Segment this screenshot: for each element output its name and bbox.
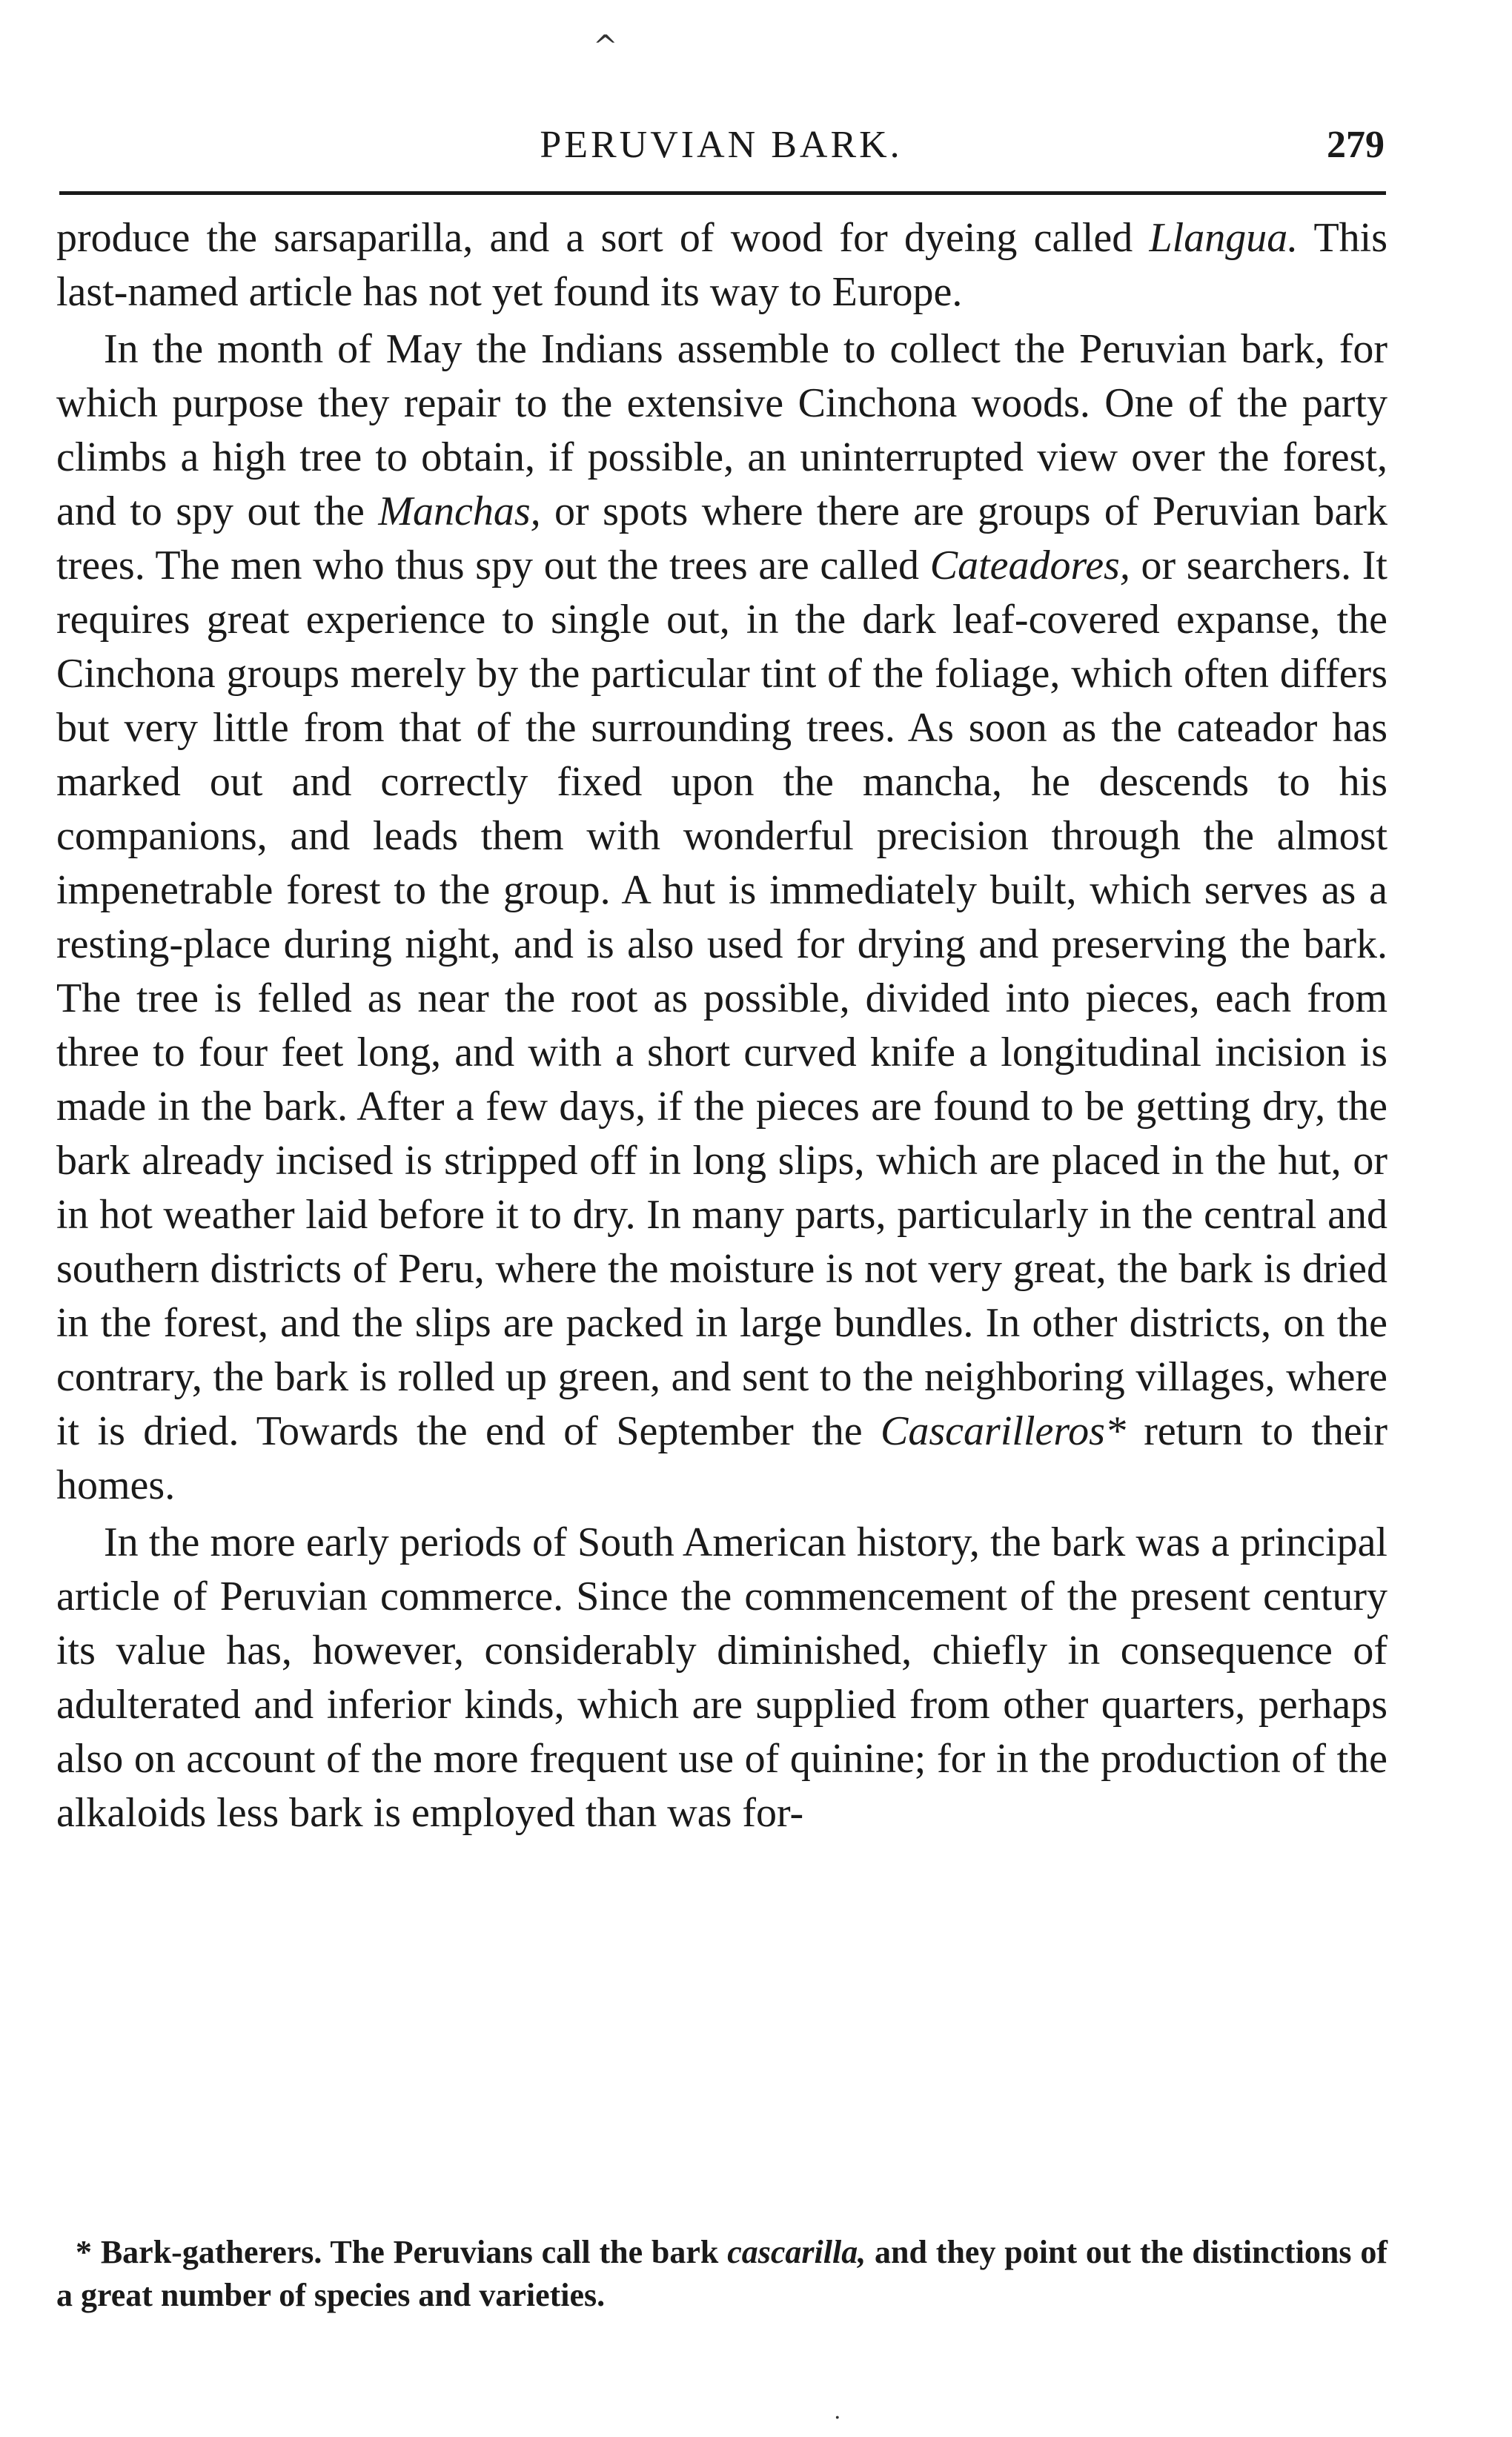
header-rule <box>59 191 1386 195</box>
text-run: or spots where there are groups of Peruvian bark trees. The men who thus spy out the trees are called <box>56 488 1387 588</box>
paragraph-1 <box>56 211 1387 319</box>
italic-term: Cascarilleros* <box>881 1408 1126 1454</box>
page-header <box>58 119 1385 170</box>
paragraph-3 <box>56 1516 1387 1840</box>
text-run: and they point out the distinctions of a great number of species and varieties. <box>56 2234 1387 2313</box>
text-run: In the month of May the Indians assemble to collect the Peruvian bark, for which purpose they repair to the extensive Cinchona woods. One of the party climbs a high tree to obtain, if possible, an uninterrupted view over the forest, and to spy out the <box>56 326 1387 534</box>
running-head: PERUVIAN BARK. <box>540 124 903 166</box>
text-run: In the more early periods of South American history, the bark was a principal article of Peruvian commerce. Since the commencement of the present century its value has, however, considerably diminished, chiefly in consequence of adulterated and inferior kinds, which are supplied from other quarters, perhaps also on account of the more frequent use of quinine; for in the production of the alkaloids less bark is employed than was for- <box>56 1519 1387 1836</box>
text-run: produce the sarsaparilla, and a sort of wood for dyeing called <box>56 215 1150 261</box>
italic-term: cascarilla, <box>727 2234 866 2270</box>
print-mark: ^ <box>593 30 618 64</box>
body-text <box>56 211 1387 1840</box>
italic-term: Cateadores, <box>929 543 1130 588</box>
print-mark: . <box>834 2398 841 2424</box>
page-number: 279 <box>1327 124 1385 166</box>
italic-term: Llangua. <box>1149 215 1299 261</box>
text-run: This last-named article has not yet found its way to Europe. <box>56 215 1387 315</box>
text-run: return to their homes. <box>56 1408 1387 1508</box>
footnote <box>56 2231 1387 2317</box>
footnote-text <box>56 2231 1387 2317</box>
text-run: or searchers. It requires great experience to single out, in the dark leaf-covered expanse, the Cinchona groups merely by the particular tint of the foliage, which often differs but very little from that of the surrounding trees. As soon as the cateador has marked out and correctly fixed upon the mancha, he descends to his companions, and leads them with wonderful precision through the almost impenetrable forest to the group. A hut is immediately built, which serves as a resting-place during night, and is also used for drying and preserving the bark. The tree is felled as near the root as possible, divided into pieces, each from three to four feet long, and with a short curved knife a longitudinal incision is made in the bark. After a few days, if the pieces are found to be getting dry, the bark already incised is stripped off in long slips, which are placed in the hut, or in hot weather laid before it to dry. In many parts, particularly in the central and southern districts of Peru, where the moisture is not very great, the bark is dried in the forest, and the slips are packed in large bundles. In other districts, on the contrary, the bark is rolled up green, and sent to the neighboring villages, where it is dried. Towards the end of September the <box>56 543 1387 1454</box>
text-run: * Bark-gatherers. The Peruvians call the bark <box>76 2234 728 2270</box>
italic-term: Manchas, <box>378 488 541 534</box>
paragraph-2 <box>56 322 1387 1513</box>
